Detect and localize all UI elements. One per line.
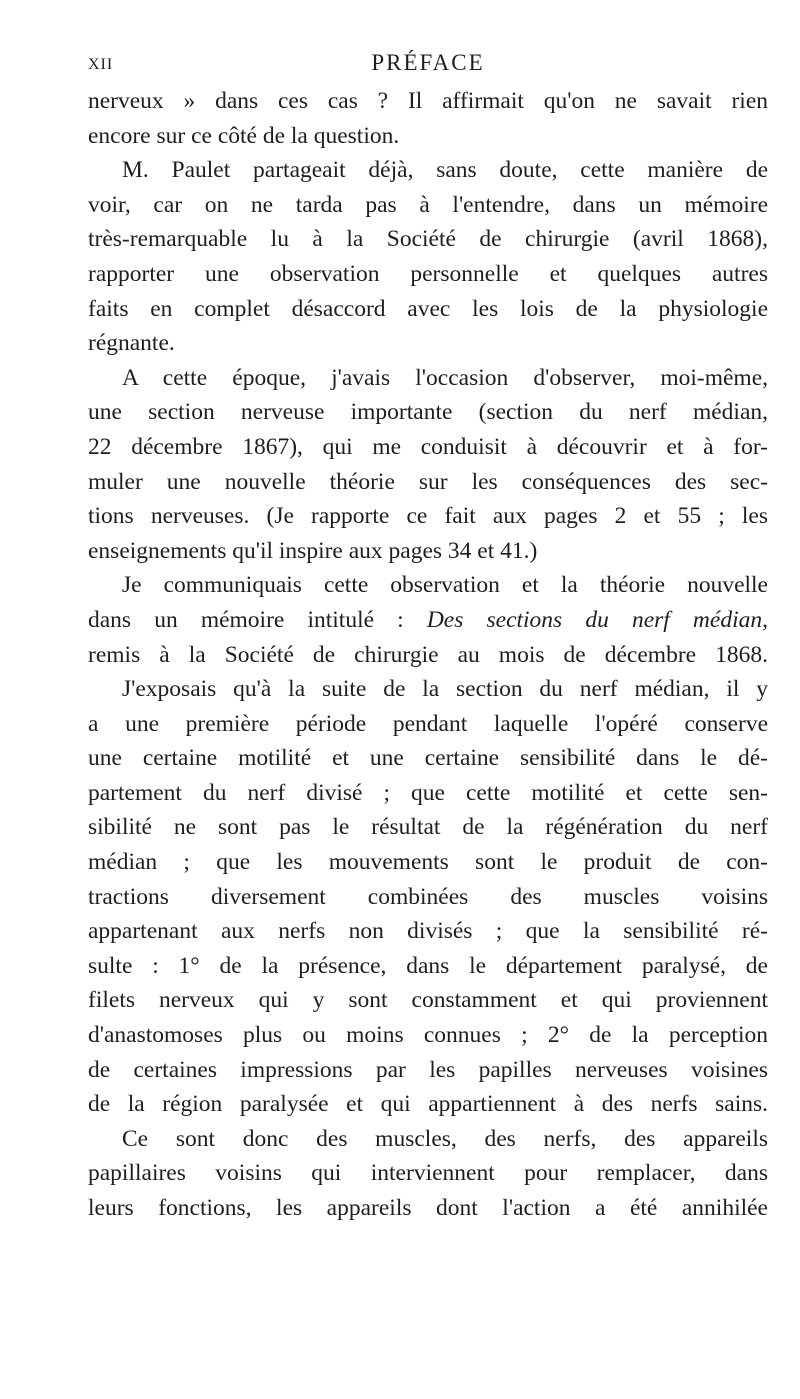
text-line: partement du nerf divisé ; que cette motilité et cette sen- — [88, 779, 768, 806]
text-line: 22 décembre 1867), qui me conduisit à découvrir et à for- — [88, 433, 768, 460]
text-line: enseignements qu'il inspire aux pages 34 et 41.) — [88, 537, 538, 564]
text-line: J'exposais qu'à la suite de la section du nerf médian, il y — [122, 676, 768, 703]
page-number: XII — [88, 56, 114, 73]
text-line: A cette époque, j'avais l'occasion d'observer, moi-même, — [122, 364, 768, 391]
text-segment: , — [762, 606, 768, 633]
text-segment: dans un mémoire intitulé : — [88, 606, 427, 633]
text-line: leurs fonctions, les appareils dont l'action a été annihilée — [88, 1195, 768, 1221]
text-line: rapporter une observation personnelle et quelques autres — [88, 260, 768, 287]
text-line: muler une nouvelle théorie sur les conséquences des sec- — [88, 468, 768, 495]
text-line: de certaines impressions par les papilles nerveuses voisines — [88, 1056, 768, 1083]
text-line: très-remarquable lu à la Société de chirurgie (avril 1868), — [88, 226, 768, 253]
text-line: médian ; que les mouvements sont le produit de con- — [88, 849, 768, 876]
text-line: Ce sont donc des muscles, des nerfs, des appareils — [122, 1125, 768, 1152]
text-line: sulte : 1° de la présence, dans le département paralysé, de — [88, 952, 768, 979]
body-text — [88, 84, 768, 1226]
text-line — [88, 603, 768, 638]
memoir-title: Des sections du nerf médian — [426, 606, 763, 633]
text-line: une section nerveuse importante (section du nerf médian, — [88, 399, 768, 426]
text-line: tractions diversement combinées des muscles voisins — [88, 883, 768, 910]
text-line: a une première période pendant laquelle l'opéré conserve — [88, 710, 768, 737]
page-header — [88, 50, 768, 76]
text-line: tions nerveuses. (Je rapporte ce fait aux pages 2 et 55 ; les — [88, 503, 768, 530]
text-line: nerveux » dans ces cas ? Il affirmait qu'on ne savait rien — [88, 88, 768, 114]
text-line: appartenant aux nerfs non divisés ; que la sensibilité ré- — [88, 918, 768, 945]
text-line: voir, car on ne tarda pas à l'entendre, dans un mémoire — [88, 191, 768, 218]
text-line: de la région paralysée et qui appartiennent à des nerfs sains. — [88, 1091, 768, 1118]
text-line: Je communiquais cette observation et la théorie nouvelle — [122, 572, 768, 599]
text-line: M. Paulet partageait déjà, sans doute, cette manière de — [122, 157, 768, 184]
running-head: PRÉFACE — [371, 50, 485, 75]
text-line: sibilité ne sont pas le résultat de la régénération du nerf — [88, 814, 768, 841]
text-line: encore sur ce côté de la question. — [88, 122, 400, 149]
text-line: faits en complet désaccord avec les lois de la physiologie — [88, 295, 768, 322]
text-line: régnante. — [88, 330, 175, 357]
text-line: une certaine motilité et une certaine sensibilité dans le dé- — [88, 745, 768, 772]
text-line: filets nerveux qui y sont constamment et qui proviennent — [88, 987, 768, 1014]
text-line: papillaires voisins qui interviennent pour remplacer, dans — [88, 1160, 768, 1187]
text-line: d'anastomoses plus ou moins connues ; 2° de la perception — [88, 1022, 768, 1049]
text-line: remis à la Société de chirurgie au mois de décembre 1868. — [88, 641, 768, 668]
